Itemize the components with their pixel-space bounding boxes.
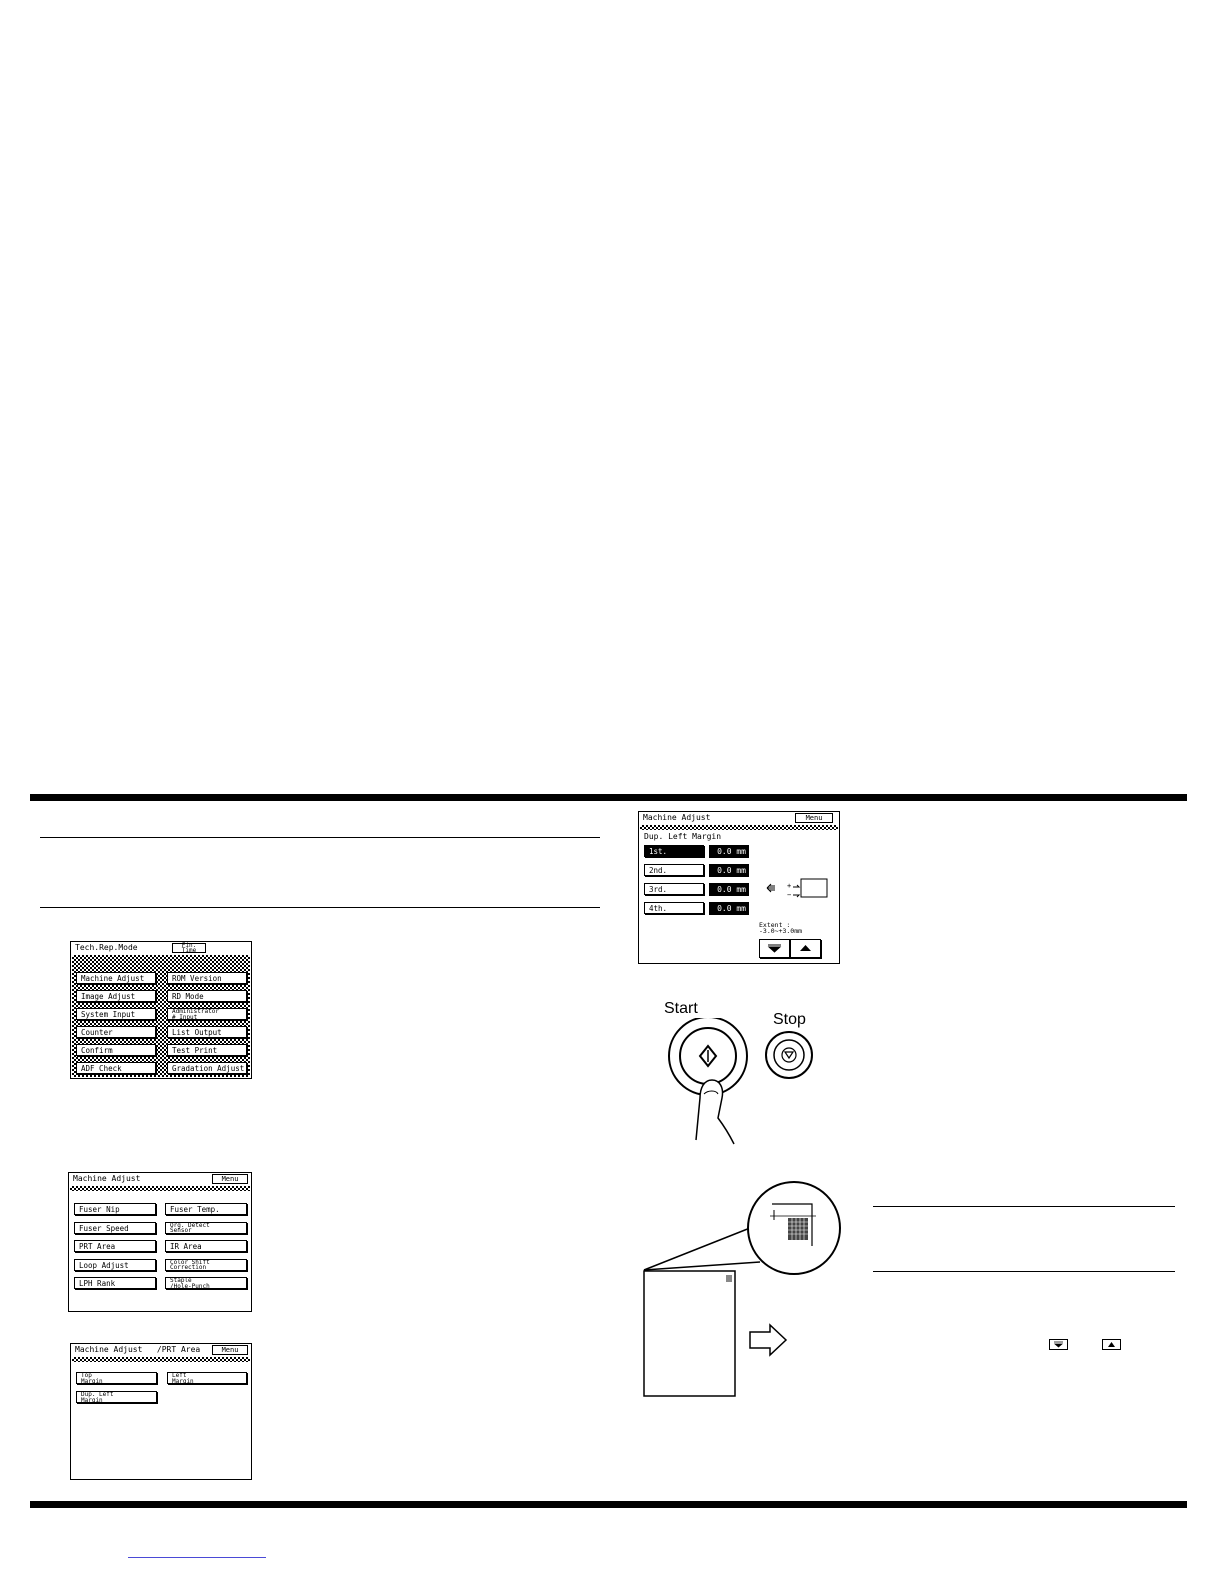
adjust-prt-area-button[interactable]: PRT Area <box>74 1240 156 1252</box>
triangle-up-icon <box>791 940 820 957</box>
panel-title: Machine Adjust /PRT Area <box>75 1345 201 1354</box>
tech-counter-button[interactable]: Counter <box>76 1026 156 1038</box>
adjust-staple-button[interactable]: Staple /Hole-Punch <box>165 1277 247 1289</box>
left-margin-button[interactable]: Left Margin <box>167 1372 247 1384</box>
up-button[interactable] <box>790 939 821 958</box>
extent-value: -3.0~+3.0mm <box>759 927 803 935</box>
top-thick-rule <box>30 794 1187 801</box>
stop-key-label: Stop <box>773 1011 806 1028</box>
adjust-org-detect-button[interactable]: Org. Detect Sensor <box>165 1222 247 1234</box>
row-4th-button[interactable]: 4th. <box>644 902 704 914</box>
left-rule-1 <box>40 837 600 838</box>
margin-direction-diagram <box>765 875 831 905</box>
row-1st-value: 0.0 mm <box>709 845 749 858</box>
row-3rd-value: 0.0 mm <box>709 883 749 896</box>
bottom-thick-rule <box>30 1501 1187 1508</box>
up-key-icon <box>1102 1339 1122 1351</box>
adjust-fuser-speed-button[interactable]: Fuser Speed <box>74 1222 156 1234</box>
right-rule-1 <box>873 1206 1175 1207</box>
right-rule-2 <box>873 1271 1175 1272</box>
menu-button[interactable]: Menu <box>212 1345 248 1355</box>
tech-administrator-button[interactable]: Administrator # Input <box>167 1008 247 1020</box>
tech-system-input-button[interactable]: System Input <box>76 1008 156 1020</box>
start-stop-keys-illustration <box>660 1018 830 1148</box>
tech-machine-adjust-button[interactable]: Machine Adjust <box>76 972 156 984</box>
fin-time-button[interactable]: Fin. Time <box>172 943 206 953</box>
row-1st-button[interactable]: 1st. <box>644 845 704 857</box>
adjust-ir-area-button[interactable]: IR Area <box>165 1240 247 1252</box>
left-rule-2 <box>40 907 600 908</box>
checker-band <box>70 1186 250 1191</box>
menu-button[interactable]: Menu <box>212 1174 248 1184</box>
tech-confirm-button[interactable]: Confirm <box>76 1044 156 1056</box>
tech-gradation-adjust-button[interactable]: Gradation Adjust <box>167 1062 247 1074</box>
checker-band <box>640 825 838 830</box>
tech-adf-check-button[interactable]: ADF Check <box>76 1062 156 1074</box>
panel-title: Tech.Rep.Mode <box>75 943 138 952</box>
adjust-fuser-temp-button[interactable]: Fuser Temp. <box>165 1203 247 1215</box>
adjust-color-shift-button[interactable]: Color Shift Correction <box>165 1259 247 1271</box>
top-margin-button[interactable]: Top Margin <box>76 1372 157 1384</box>
row-2nd-value: 0.0 mm <box>709 864 749 877</box>
menu-button[interactable]: Menu <box>795 813 833 823</box>
down-button[interactable] <box>759 939 790 958</box>
adjust-loop-adjust-button[interactable]: Loop Adjust <box>74 1259 156 1271</box>
dup-left-margin-button[interactable]: Dup. Left Margin <box>76 1391 157 1403</box>
row-2nd-button[interactable]: 2nd. <box>644 864 704 876</box>
svg-text:−: − <box>787 891 792 899</box>
start-key-label: Start <box>664 1000 698 1017</box>
panel-title: Machine Adjust <box>643 813 711 822</box>
test-print-illustration <box>640 1180 850 1402</box>
panel-title: Machine Adjust <box>73 1174 141 1183</box>
arrow-right-icon <box>750 1325 786 1355</box>
machine-adjust-panel <box>68 1172 252 1312</box>
tech-test-print-button[interactable]: Test Print <box>167 1044 247 1056</box>
adjust-fuser-nip-button[interactable]: Fuser Nip <box>74 1203 156 1215</box>
dup-left-margin-subtitle: Dup. Left Margin <box>644 832 722 841</box>
tech-rd-mode-button[interactable]: RD Mode <box>167 990 247 1002</box>
test-print-sheet <box>644 1271 735 1396</box>
adjust-lph-rank-button[interactable]: LPH Rank <box>74 1277 156 1289</box>
footer-link-underline[interactable] <box>128 1557 266 1558</box>
tech-rom-version-button[interactable]: ROM Version <box>167 972 247 984</box>
tech-image-adjust-button[interactable]: Image Adjust <box>76 990 156 1002</box>
tech-rep-mode-panel <box>70 941 252 1079</box>
triangle-down-icon <box>760 940 789 957</box>
row-3rd-button[interactable]: 3rd. <box>644 883 704 895</box>
extent-label: Extent : <box>759 921 791 929</box>
tech-list-output-button[interactable]: List Output <box>167 1026 247 1038</box>
prt-area-panel <box>70 1343 252 1480</box>
checker-band <box>72 1357 250 1362</box>
row-4th-value: 0.0 mm <box>709 902 749 915</box>
svg-text:+: + <box>787 882 792 890</box>
down-key-icon <box>1049 1339 1069 1351</box>
dup-left-margin-panel <box>638 811 840 964</box>
